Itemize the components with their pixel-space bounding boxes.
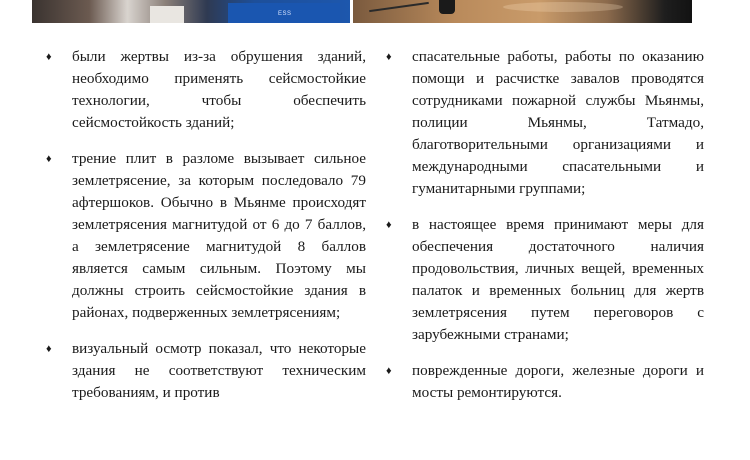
list-item-text: были жертвы из-за обрушения зданий, необходимо применять сейсмостойкие технологии, чтобы обеспечить сейсмостойкость зданий; (72, 48, 366, 131)
diamond-bullet-icon: ♦ (386, 51, 392, 63)
list-item (386, 360, 704, 404)
photo-table-shine (503, 2, 623, 12)
header-photo (32, 0, 692, 23)
photo-microphone (369, 2, 429, 12)
right-column (386, 46, 704, 418)
right-bullet-list (386, 46, 704, 404)
diamond-bullet-icon: ♦ (386, 219, 392, 231)
list-item (386, 214, 704, 346)
photo-meeting-right (353, 0, 692, 23)
list-item (386, 46, 704, 200)
photo-paper (150, 6, 184, 23)
photo-meeting-left (32, 0, 350, 23)
list-item-text: в настоящее время принимают меры для обеспечения достаточного наличия продовольствия, личных вещей, временных палаток и временных больниц для жертв землетрясения путем переговоров с зарубежными странами; (412, 216, 704, 343)
diamond-bullet-icon: ♦ (386, 365, 392, 377)
list-item (46, 46, 366, 134)
left-column (46, 46, 366, 418)
diamond-bullet-icon: ♦ (46, 153, 52, 165)
list-item-text: визуальный осмотр показал, что некоторые здания не соответствуют техническим требованиям, и против (72, 340, 366, 401)
left-bullet-list (46, 46, 366, 404)
diamond-bullet-icon: ♦ (46, 343, 52, 355)
list-item-text: трение плит в разломе вызывает сильное землетрясение, за которым последовало 79 афтершоков. Обычно в Мьянме происходят землетрясения магнитудой от 6 до 7 баллов, а землетрясение магнитудой 8 баллов является самым сильным. Поэтому мы должны строить сейсмостойкие здания в районах, подверженных землетрясениям; (72, 150, 366, 321)
list-item (46, 338, 366, 404)
diamond-bullet-icon: ♦ (46, 51, 52, 63)
list-item-text: спасательные работы, работы по оказанию помощи и расчистке завалов проводятся сотрудниками пожарной службы Мьянмы, полиции Мьянмы, Татмадо, благотворительными организациями и международными спасательными и гуманитарными группами; (412, 48, 704, 197)
list-item-text: поврежденные дороги, железные дороги и мосты ремонтируются. (412, 362, 704, 401)
photo-card-text: ESS (278, 11, 292, 17)
list-item (46, 148, 366, 324)
photo-cup (439, 0, 455, 14)
